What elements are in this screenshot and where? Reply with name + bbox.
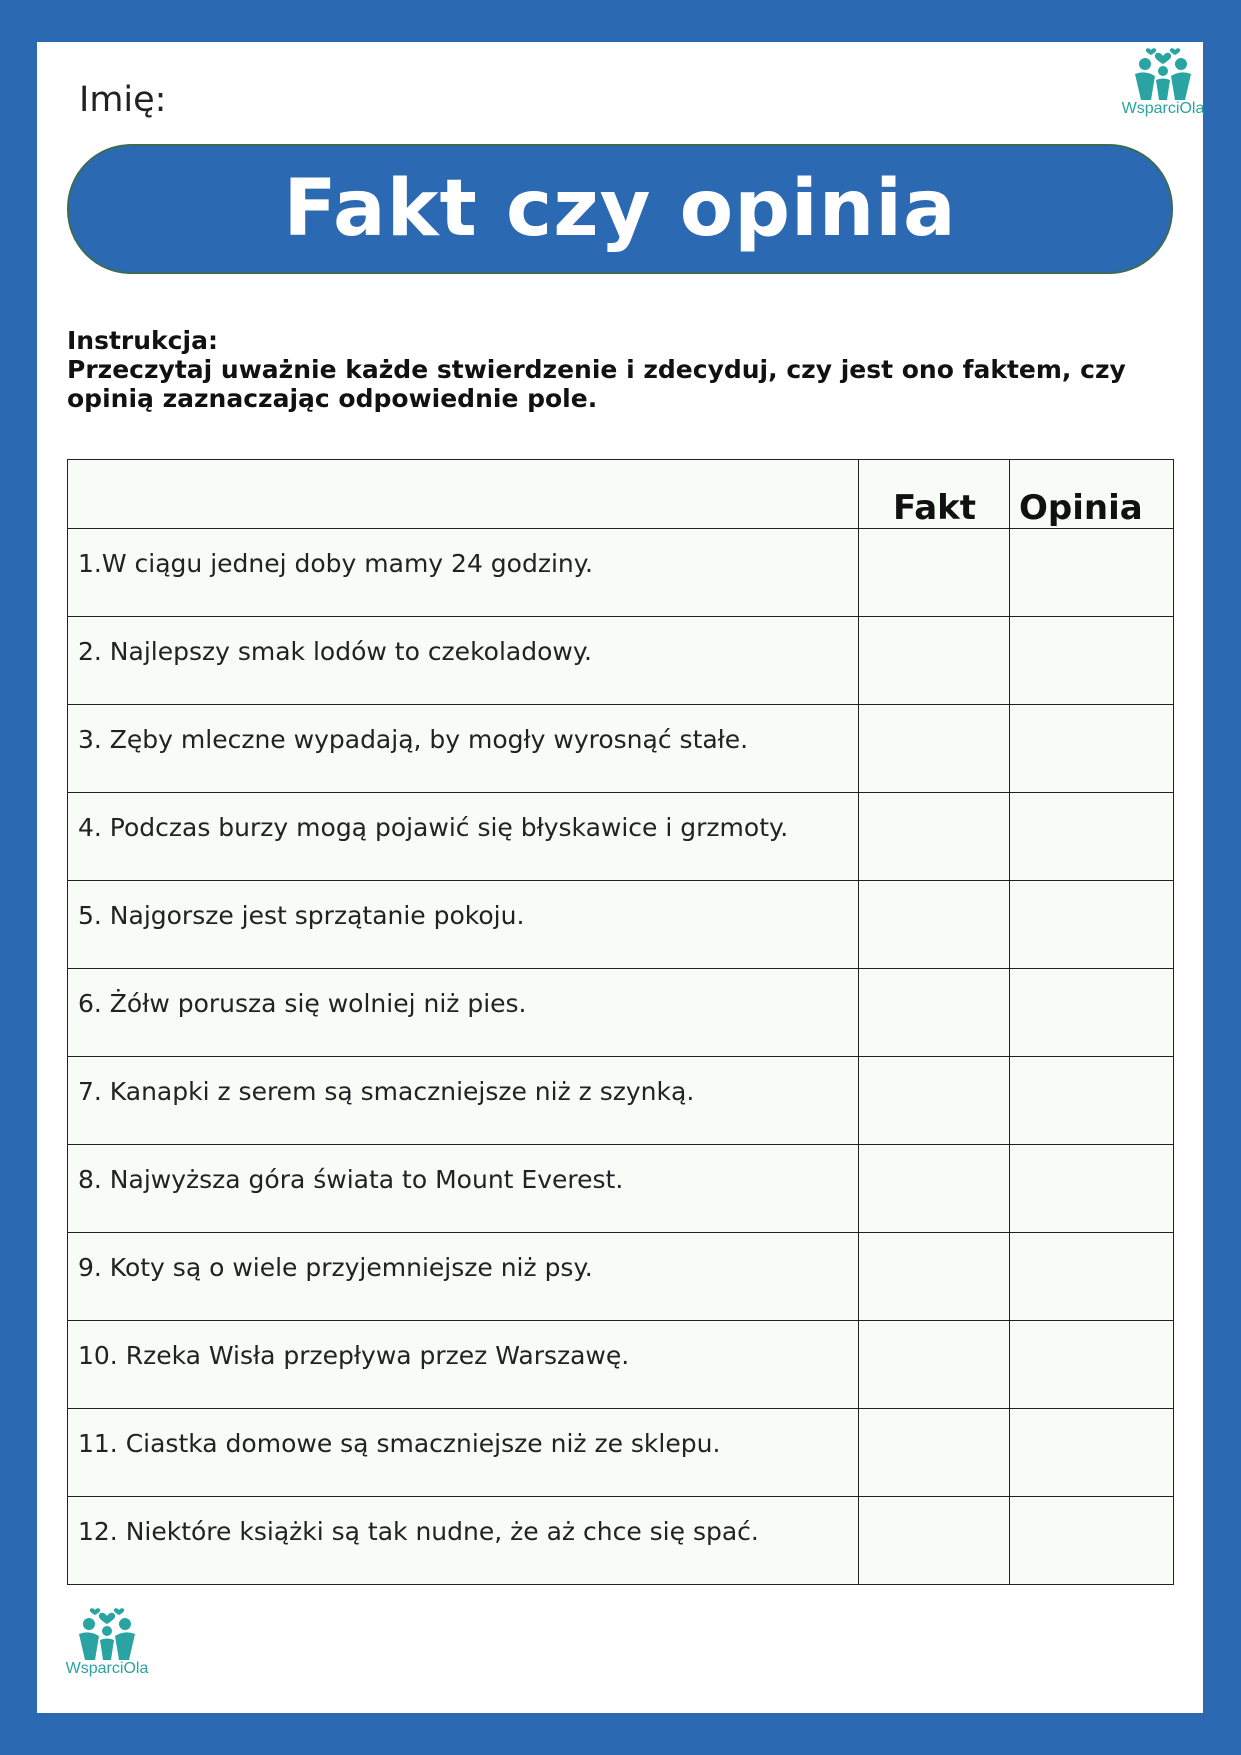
fakt-checkbox-cell[interactable] [859, 793, 1010, 881]
worksheet-page [37, 42, 1203, 1713]
table-row [68, 881, 1174, 969]
family-hearts-icon [1127, 44, 1199, 102]
table-row [68, 705, 1174, 793]
statement-text: 8. Najwyższa góra świata to Mount Everest. [68, 1145, 859, 1233]
table-row [68, 793, 1174, 881]
table-row [68, 1497, 1174, 1585]
title-banner [67, 144, 1173, 274]
statement-text: 12. Niektóre książki są tak nudne, że aż chce się spać. [68, 1497, 859, 1585]
table-row [68, 617, 1174, 705]
opinia-checkbox-cell[interactable] [1010, 705, 1174, 793]
instructions-body: Przeczytaj uważnie każde stwierdzenie i zdecyduj, czy jest ono faktem, czy opinią zaznaczając odpowiednie pole. [67, 355, 1126, 413]
table-header-row [68, 460, 1174, 529]
statement-text: 6. Żółw porusza się wolniej niż pies. [68, 969, 859, 1057]
opinia-checkbox-cell[interactable] [1010, 1497, 1174, 1585]
fakt-checkbox-cell[interactable] [859, 1233, 1010, 1321]
statement-text: 9. Koty są o wiele przyjemniejsze niż psy. [68, 1233, 859, 1321]
statement-text: 3. Zęby mleczne wypadają, by mogły wyrosnąć stałe. [68, 705, 859, 793]
fakt-checkbox-cell[interactable] [859, 705, 1010, 793]
opinia-checkbox-cell[interactable] [1010, 529, 1174, 617]
fakt-checkbox-cell[interactable] [859, 1321, 1010, 1409]
fakt-checkbox-cell[interactable] [859, 617, 1010, 705]
opinia-checkbox-cell[interactable] [1010, 1321, 1174, 1409]
statement-text: 11. Ciastka domowe są smaczniejsze niż ze sklepu. [68, 1409, 859, 1497]
fact-opinion-table [67, 459, 1174, 1585]
page-title: Fakt czy opinia [283, 164, 957, 254]
header-fakt: Fakt [859, 460, 1010, 529]
table-row [68, 1321, 1174, 1409]
fakt-checkbox-cell[interactable] [859, 881, 1010, 969]
fakt-checkbox-cell[interactable] [859, 529, 1010, 617]
fakt-checkbox-cell[interactable] [859, 1057, 1010, 1145]
statement-text: 2. Najlepszy smak lodów to czekoladowy. [68, 617, 859, 705]
opinia-checkbox-cell[interactable] [1010, 969, 1174, 1057]
instructions [67, 326, 1177, 413]
table-row [68, 1409, 1174, 1497]
opinia-checkbox-cell[interactable] [1010, 1057, 1174, 1145]
logo-text: WsparciOla [65, 1660, 149, 1677]
fakt-checkbox-cell[interactable] [859, 1145, 1010, 1233]
statement-text: 1.W ciągu jednej doby mamy 24 godziny. [68, 529, 859, 617]
logo [1108, 44, 1218, 118]
table-row [68, 1057, 1174, 1145]
statement-text: 4. Podczas burzy mogą pojawić się błyskawice i grzmoty. [68, 793, 859, 881]
opinia-checkbox-cell[interactable] [1010, 1409, 1174, 1497]
opinia-checkbox-cell[interactable] [1010, 1145, 1174, 1233]
logo-bottom [51, 1604, 163, 1678]
statement-text: 7. Kanapki z serem są smaczniejsze niż z szynką. [68, 1057, 859, 1145]
header-opinia: Opinia [1010, 460, 1174, 529]
fakt-checkbox-cell[interactable] [859, 1497, 1010, 1585]
fakt-checkbox-cell[interactable] [859, 1409, 1010, 1497]
name-label: Imię: [79, 80, 167, 120]
statement-text: 10. Rzeka Wisła przepływa przez Warszawę. [68, 1321, 859, 1409]
opinia-checkbox-cell[interactable] [1010, 881, 1174, 969]
opinia-checkbox-cell[interactable] [1010, 793, 1174, 881]
opinia-checkbox-cell[interactable] [1010, 617, 1174, 705]
table-row [68, 529, 1174, 617]
fakt-checkbox-cell[interactable] [859, 969, 1010, 1057]
table-row [68, 1233, 1174, 1321]
header-statement [68, 460, 859, 529]
opinia-checkbox-cell[interactable] [1010, 1233, 1174, 1321]
logo-text: WsparciOla [1121, 100, 1205, 117]
table-row [68, 1145, 1174, 1233]
statement-text: 5. Najgorsze jest sprzątanie pokoju. [68, 881, 859, 969]
table-row [68, 969, 1174, 1057]
family-hearts-icon [71, 1604, 143, 1662]
instructions-heading: Instrukcja: [67, 326, 218, 355]
